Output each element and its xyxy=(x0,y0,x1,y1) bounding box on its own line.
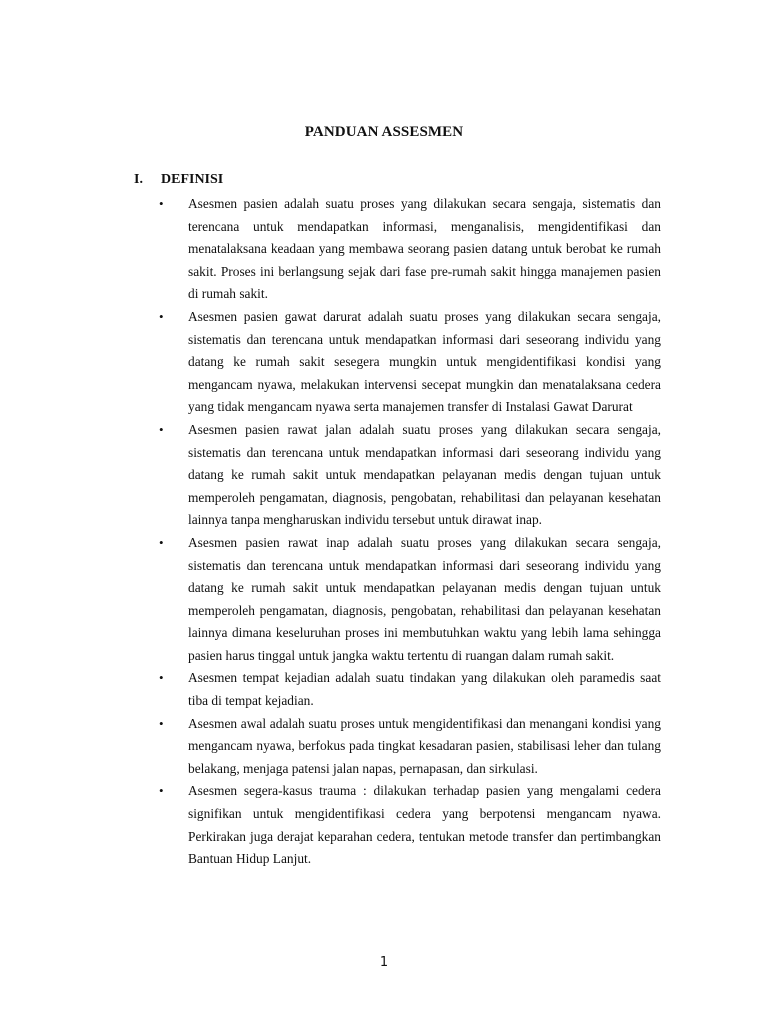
list-item-text: Asesmen pasien rawat inap adalah suatu proses yang dilakukan secara sengaja, sistematis dan terencana untuk mendapatkan informasi dari seseorang individu yang datang ke rumah sakit untuk mendapatkan pelayanan medis dengan tujuan untuk memperoleh pengamatan, diagnosis, pengobatan, rehabilitasi dan pelayanan kesehatan lainnya dimana keseluruhan proses ini membutuhkan waktu yang lebih lama sehingga pasien harus tinggal untuk jangka waktu tertentu di ruangan dalam rumah sakit. xyxy=(188,534,661,663)
bullet-icon: • xyxy=(159,196,164,211)
document-title: PANDUAN ASSESMEN xyxy=(304,124,464,140)
bullet-icon: • xyxy=(159,670,164,686)
list-item xyxy=(159,780,661,870)
section-heading xyxy=(134,172,223,188)
list-item xyxy=(159,193,661,306)
list-item-text: Asesmen awal adalah suatu proses untuk mengidentifikasi dan menangani kondisi yang mengancam nyawa, berfokus pada tingkat kesadaran pasien, stabilisasi leher dan tulang belakang, menjaga patensi jalan napas, pernapasan, dan sirkulasi. xyxy=(188,715,661,776)
list-item xyxy=(159,306,661,419)
bullet-icon: • xyxy=(159,715,164,731)
list-item-text: Asesmen pasien gawat darurat adalah suatu proses yang dilakukan secara sengaja, sistematis dan terencana untuk mendapatkan informasi dari seseorang individu yang datang ke rumah sakit sesegera mungkin untuk mengidentifikasi kondisi yang mengancam nyawa, melakukan intervensi secepat mungkin dan menatalaksana cedera yang tidak mengancam nyawa serta manajemen transfer di Instalasi Gawat Darurat xyxy=(188,308,661,415)
page-number: 1 xyxy=(379,955,389,970)
list-item xyxy=(159,713,661,781)
list-item xyxy=(159,419,661,532)
list-item-text: Asesmen pasien adalah suatu proses yang dilakukan secara sengaja, sistematis dan terencana untuk mendapatkan informasi, menganalisis, mengidentifikasi dan menatalaksana keadaan yang membawa seorang pasien datang untuk berobat ke rumah sakit. Proses ini berlangsung sejak dari fase pre-rumah sakit hingga manajemen pasien di rumah sakit. xyxy=(188,196,661,302)
bullet-icon: • xyxy=(159,783,164,799)
bullet-icon: • xyxy=(159,421,164,437)
definition-list xyxy=(159,193,661,871)
bullet-icon: • xyxy=(159,534,164,550)
list-item-text: Asesmen tempat kejadian adalah suatu tindakan yang dilakukan oleh paramedis saat tiba di tempat kejadian. xyxy=(188,670,661,709)
list-item-text: Asesmen segera-kasus trauma : dilakukan terhadap pasien yang mengalami cedera signifikan untuk mengidentifikasi cedera yang berpotensi mengancam nyawa. Perkirakan juga derajat keparahan cedera, tentukan metode transfer dan pertimbangkan Bantuan Hidup Lanjut. xyxy=(188,783,661,867)
bullet-icon: • xyxy=(159,308,164,324)
section-number: I. xyxy=(134,172,143,187)
list-item-text: Asesmen pasien rawat jalan adalah suatu proses yang dilakukan secara sengaja, sistematis dan terencana untuk mendapatkan informasi dari seseorang individu yang datang ke rumah sakit untuk mendapatkan pelayanan medis dengan tujuan untuk memperoleh pengamatan, diagnosis, pengobatan, rehabilitasi dan pelayanan kesehatan lainnya tanpa mengharuskan individu tersebut untuk dirawat inap. xyxy=(188,421,661,528)
list-item xyxy=(159,532,661,668)
section-heading-text: DEFINISI xyxy=(161,172,224,187)
list-item xyxy=(159,667,661,712)
